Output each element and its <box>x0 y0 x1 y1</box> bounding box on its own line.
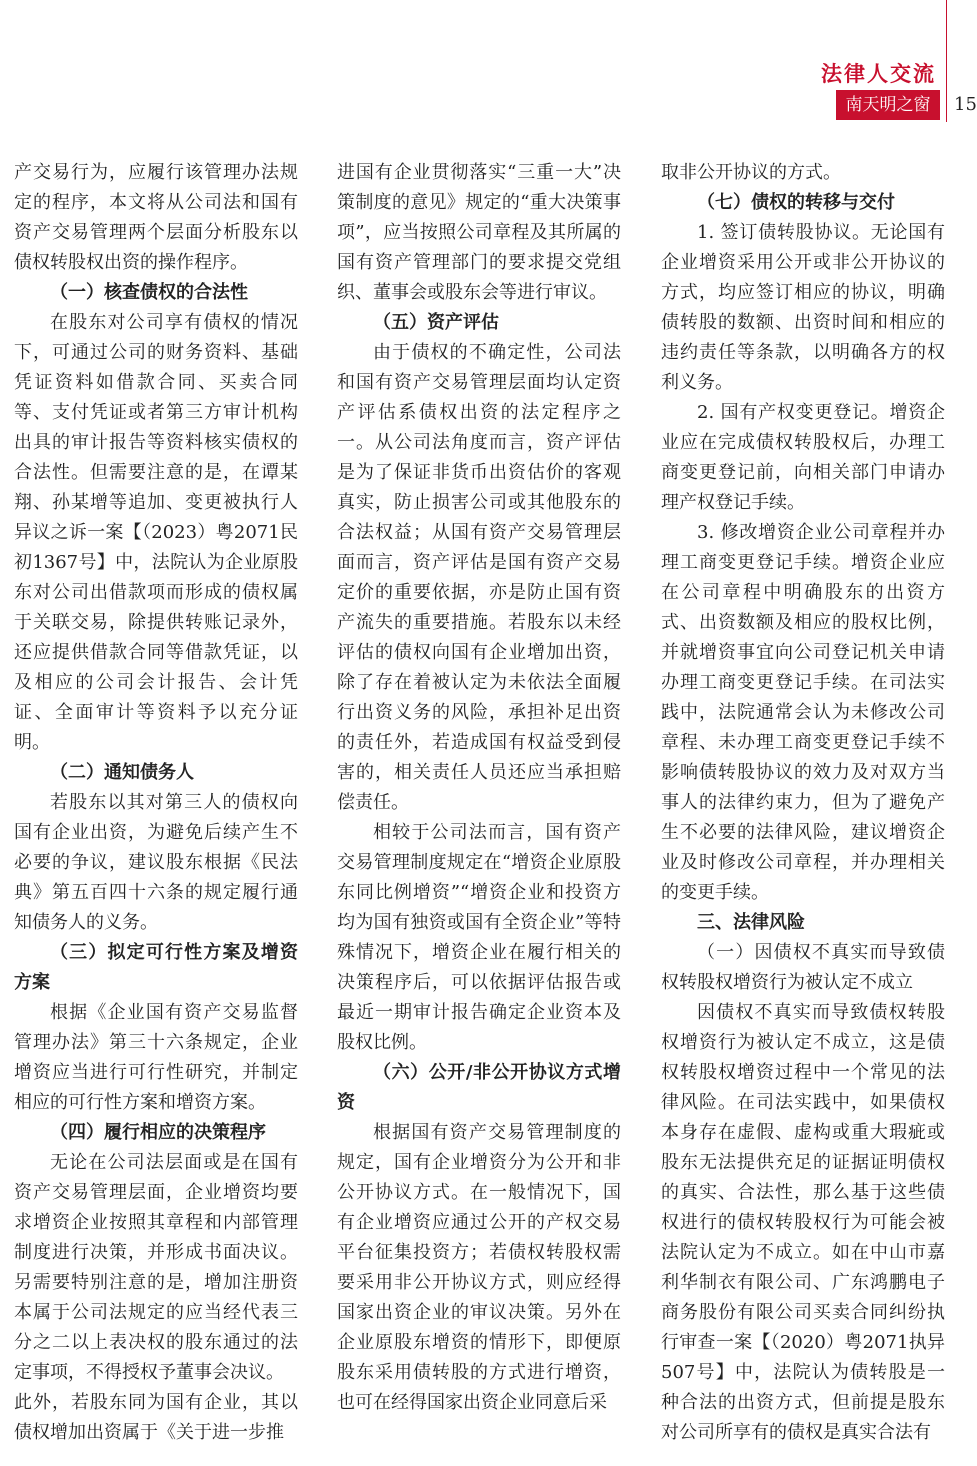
paragraph-continuation: 此外，若股东同为国有企业，其以债权增加出资属于《关于进一步推 <box>14 1392 298 1443</box>
section-title: 法律人交流 <box>821 62 936 86</box>
paragraph-continuation: 产交易行为，应履行该管理办法规定的程序，本文将从公司法和国有资产交易管理两个层面分析股东以债权转股权出资的操作程序。 <box>14 162 298 273</box>
paragraph: 3. 修改增资企业公司章程并办理工商变更登记手续。增资企业应在公司章程中明确股东的出资方式、出资数额及相应的股权比例，并就增资事宜向公司登记机关申请办理工商变更登记手续。在司法实践中，法院通常会认为未修改公司章程、未办理工商变更登记手续不影响债转股协议的效力及对双方当事人的法律约束力，但为了避免产生不必要的法律风险，建议增资企业及时修改公司章程，并办理相关的变更手续。 <box>661 522 945 903</box>
paragraph: 由于债权的不确定性，公司法和国有资产交易管理层面均认定资产评估系债权出资的法定程序之一。从公司法角度而言，资产评估是为了保证非货币出资估价的客观真实，防止损害公司或其他股东的合法权益；从国有资产交易管理层面而言，资产评估是国有资产交易定价的重要依据，亦是防止国有资产流失的重要措施。若股东以未经评估的债权向国有企业增加出资，除了存在着被认定为未依法全面履行出资义务的风险，承担补足出资的责任外，若造成国有权益受到侵害的，相关责任人员还应当承担赔偿责任。 <box>337 342 621 813</box>
section-heading: （六）公开/非公开协议方式增资 <box>337 1062 621 1113</box>
paragraph: 1. 签订债转股协议。无论国有企业增资采用公开或非公开协议的方式，均应签订相应的协议，明确债转股的数额、出资时间和相应的违约责任等条款，以明确各方的权利义务。 <box>661 222 945 393</box>
paragraph: 若股东以其对第三人的债权向国有企业出资，为避免后续产生不必要的争议，建议股东根据《民法典》第五百四十六条的规定履行通知债务人的义务。 <box>14 792 298 933</box>
text-column-2 <box>337 158 621 1418</box>
section-heading: （三）拟定可行性方案及增资方案 <box>14 942 298 993</box>
paragraph-continuation: 进国有企业贯彻落实“三重一大”决策制度的意见》规定的“重大决策事项”，应当按照公司章程及其所属的国有资产管理部门的要求提交党组织、董事会或股东会等进行审议。 <box>337 162 621 303</box>
section-heading: （四）履行相应的决策程序 <box>50 1122 266 1143</box>
section-heading: （一）核查债权的合法性 <box>50 282 248 303</box>
text-column-1 <box>14 158 298 1448</box>
section-heading: （七）债权的转移与交付 <box>697 192 895 213</box>
section-heading: （五）资产评估 <box>373 312 499 333</box>
paragraph: （一）因债权不真实而导致债权转股权增资行为被认定不成立 <box>661 942 945 993</box>
header-rule <box>946 0 947 122</box>
paragraph: 无论在公司法层面或是在国有资产交易管理层面，企业增资均要求增资企业按照其章程和内部管理制度进行决策，并形成书面决议。另需要特别注意的是，增加注册资本属于公司法规定的应当经代表三分之二以上表决权的股东通过的法定事项，不得授权予董事会决议。 <box>14 1152 298 1383</box>
paragraph: 根据国有资产交易管理制度的规定，国有企业增资分为公开和非公开协议方式。在一般情况下，国有企业增资应通过公开的产权交易平台征集投资方；若债权转股权需要采用非公开协议方式，则应经得国家出资企业的审议决策。另外在企业原股东增资的情形下，即便原股东采用债转股的方式进行增资，也可在经得国家出资企业同意后采 <box>337 1122 621 1413</box>
paragraph: 在股东对公司享有债权的情况下，可通过公司的财务资料、基础凭证资料如借款合同、买卖合同等、支付凭证或者第三方审计机构出具的审计报告等资料核实债权的合法性。但需要注意的是，在谭某翔、孙某增等追加、变更被执行人异议之诉一案【（2023）粤2071民初1367号】中，法院认为企业原股东对公司出借款项而形成的债权属于关联交易，除提供转账记录外，还应提供借款合同等借款凭证，以及相应的公司会计报告、会计凭证、全面审计等资料予以充分证明。 <box>14 312 298 753</box>
paragraph: 2. 国有产权变更登记。增资企业应在完成债权转股权后，办理工商变更登记前，向相关部门申请办理产权登记手续。 <box>661 402 945 513</box>
text-column-3 <box>661 158 945 1448</box>
page-number: 15 <box>954 94 977 115</box>
section-heading: （二）通知债务人 <box>50 762 194 783</box>
paragraph-continuation: 取非公开协议的方式。 <box>661 162 841 183</box>
column-badge: 南天明之窗 <box>836 90 940 120</box>
paragraph: 相较于公司法而言，国有资产交易管理制度规定在“增资企业原股东同比例增资”“增资企业和投资方均为国有独资或国有全资企业”等特殊情况下，增资企业在履行相关的决策程序后，可以依据评估报告或最近一期审计报告确定企业资本及股权比例。 <box>337 822 621 1053</box>
paragraph: 因债权不真实而导致债权转股权增资行为被认定不成立，这是债权转股权增资过程中一个常见的法律风险。在司法实践中，如果债权本身存在虚假、虚构或重大瑕疵或股东无法提供充足的证据证明债权的真实、合法性，那么基于这些债权进行的债权转股权行为可能会被法院认定为不成立。如在中山市嘉利华制衣有限公司、广东鸿鹏电子商务股份有限公司买卖合同纠纷执行审查一案【（2020）粤2071执异507号】中，法院认为债转股是一种合法的出资方式，但前提是股东对公司所享有的债权是真实合法有 <box>661 1002 945 1443</box>
paragraph: 根据《企业国有资产交易监督管理办法》第三十六条规定，企业增资应当进行可行性研究，并制定相应的可行性方案和增资方案。 <box>14 1002 298 1113</box>
section-heading: 三、法律风险 <box>697 912 805 933</box>
